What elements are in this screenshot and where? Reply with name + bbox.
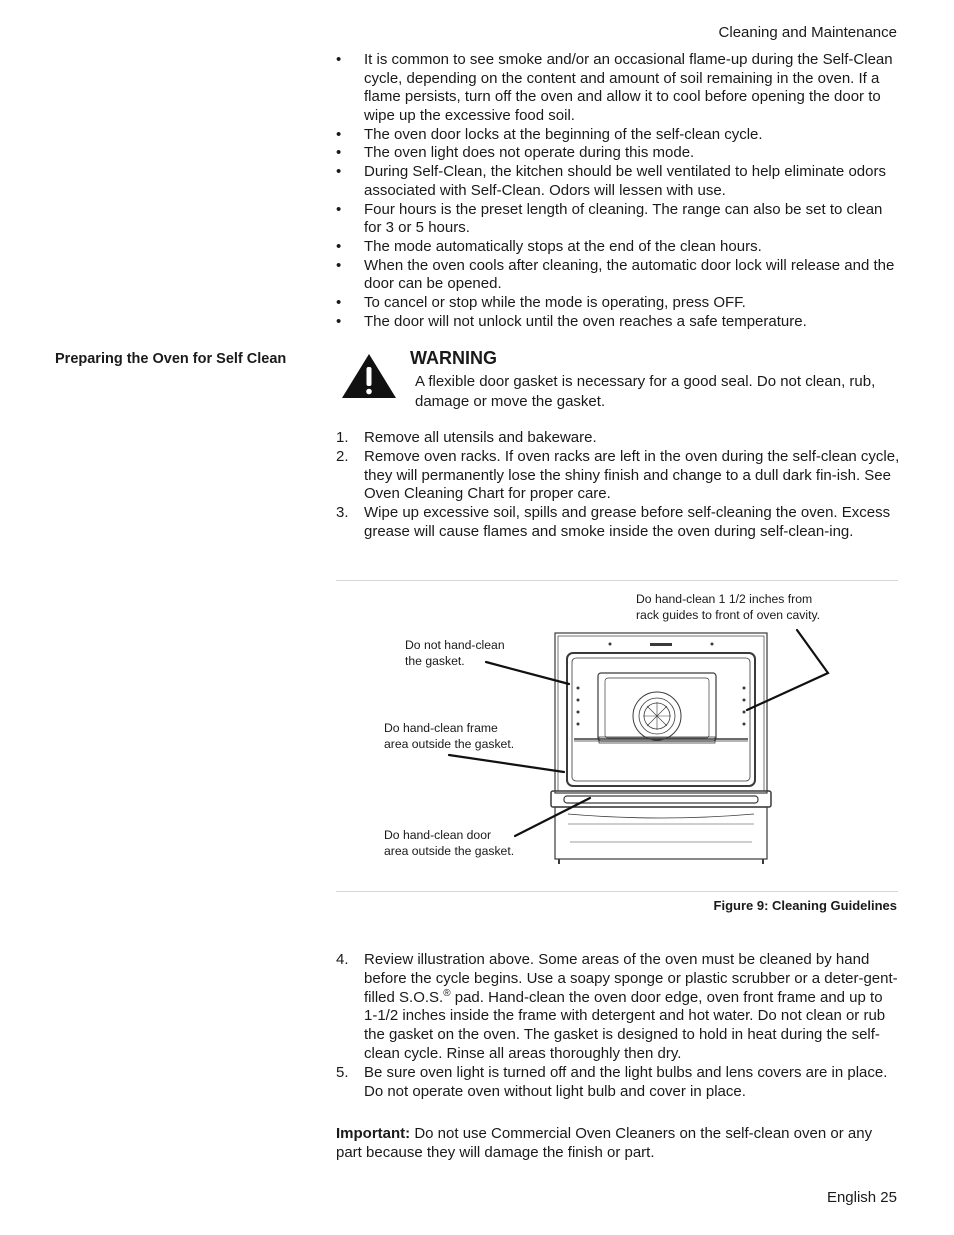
step-text: Remove oven racks. If oven racks are left in the oven during the self-clean cycle, they will permanently lose the shiny finish and change to a dull dark fin-ish. See Oven Cleaning Chart for proper care. — [364, 447, 900, 503]
callout-line: area outside the gasket. — [384, 737, 515, 751]
step-number: 1. — [336, 429, 349, 446]
figure-top-rule — [336, 580, 898, 581]
warning-text: A flexible door gasket is necessary for a good seal. Do not clean, rub, damage or move the gasket. — [415, 373, 876, 410]
list-item — [336, 429, 900, 448]
warning-title: WARNING — [410, 348, 497, 368]
callout-door — [384, 827, 514, 859]
registered-mark: ® — [443, 987, 451, 999]
list-item — [336, 1064, 900, 1102]
list-item — [336, 448, 900, 504]
oven-illustration — [550, 628, 772, 866]
callout-line: Do hand-clean frame — [384, 721, 498, 735]
step-number: 2. — [336, 447, 349, 465]
warning-triangle-icon — [340, 352, 398, 400]
step-text: Be sure oven light is turned off and the light bulbs and lens covers are in place. Do not operate oven without light bulb and cover in place. — [364, 1063, 888, 1100]
hand-clean-steps — [336, 951, 900, 1102]
callout-rack-guides — [636, 591, 820, 623]
callout-line: Do hand-clean door — [384, 828, 492, 842]
step-text: Wipe up excessive soil, spills and grease before self-cleaning the oven. Excess grease will cause flames and smoke inside the oven during self-clean-ing. — [364, 504, 891, 541]
list-item: • The mode automatically stops at the end of the clean hours. — [336, 238, 898, 257]
running-header: Cleaning and Maintenance — [718, 24, 897, 41]
list-item: • When the oven cools after cleaning, the automatic door lock will release and the door can be opened. — [336, 257, 898, 294]
list-item: • To cancel or stop while the mode is operating, press OFF. — [336, 294, 898, 313]
list-item: • During Self-Clean, the kitchen should be well ventilated to help eliminate odors associated with Self-Clean. Odors will lessen with use. — [336, 163, 898, 200]
callout-line: Do hand-clean 1 1/2 inches from — [636, 592, 813, 606]
important-note — [336, 1124, 900, 1162]
step-text: Remove all utensils and bakeware. — [364, 429, 597, 446]
list-item: • The oven door locks at the beginning of the self-clean cycle. — [336, 126, 898, 145]
callout-frame — [384, 720, 514, 752]
step-text: Review illustration above. Some areas of the oven must be cleaned by hand before the cycle begins. Use a soapy sponge or plastic scrubber or a deter-gent-filled S.O.S. — [364, 951, 898, 1006]
list-item: • Four hours is the preset length of cleaning. The range can also be set to clean for 3 or 5 hours. — [336, 201, 898, 238]
list-item — [336, 504, 900, 542]
list-item — [336, 951, 900, 1064]
important-label: Important: — [336, 1125, 411, 1142]
callout-line: the gasket. — [405, 654, 465, 668]
page-number: English 25 — [826, 1189, 897, 1206]
figure-bottom-rule — [336, 891, 898, 892]
callout-line: rack guides to front of oven cavity. — [636, 608, 821, 622]
callout-gasket — [405, 637, 505, 669]
figure-caption: Figure 9: Cleaning Guidelines — [713, 898, 897, 913]
callout-line: area outside the gasket. — [384, 844, 515, 858]
step-number: 3. — [336, 504, 349, 522]
step-number: 4. — [336, 951, 349, 968]
list-item: • The oven light does not operate during this mode. — [336, 144, 898, 163]
list-item: • It is common to see smoke and/or an occasional flame-up during the Self-Clean cycle, depending on the content and amount of soil remaining in the oven. If a flame persists, turn off the oven and allow it to cool before opening the door to wipe up the excessive food soil. — [336, 51, 898, 125]
step-number: 5. — [336, 1063, 349, 1081]
self-clean-notes-list — [336, 51, 898, 332]
preparation-steps — [336, 429, 900, 542]
callout-line: Do not hand-clean — [405, 638, 505, 652]
list-item: • The door will not unlock until the oven reaches a safe temperature. — [336, 313, 898, 332]
section-heading: Preparing the Oven for Self Clean — [55, 351, 287, 367]
important-text: Do not use Commercial Oven Cleaners on the self-clean oven or any part because they will damage the finish or part. — [336, 1125, 873, 1161]
step-text: pad. Hand-clean the oven door edge, oven front frame and up to 1-1/2 inches inside the frame with detergent and hot water. Do not clean or rub the gasket on the oven. The gasket is designed to hold in heat during the self-clean cycle. Rinse all areas thoroughly then dry. — [364, 988, 886, 1062]
